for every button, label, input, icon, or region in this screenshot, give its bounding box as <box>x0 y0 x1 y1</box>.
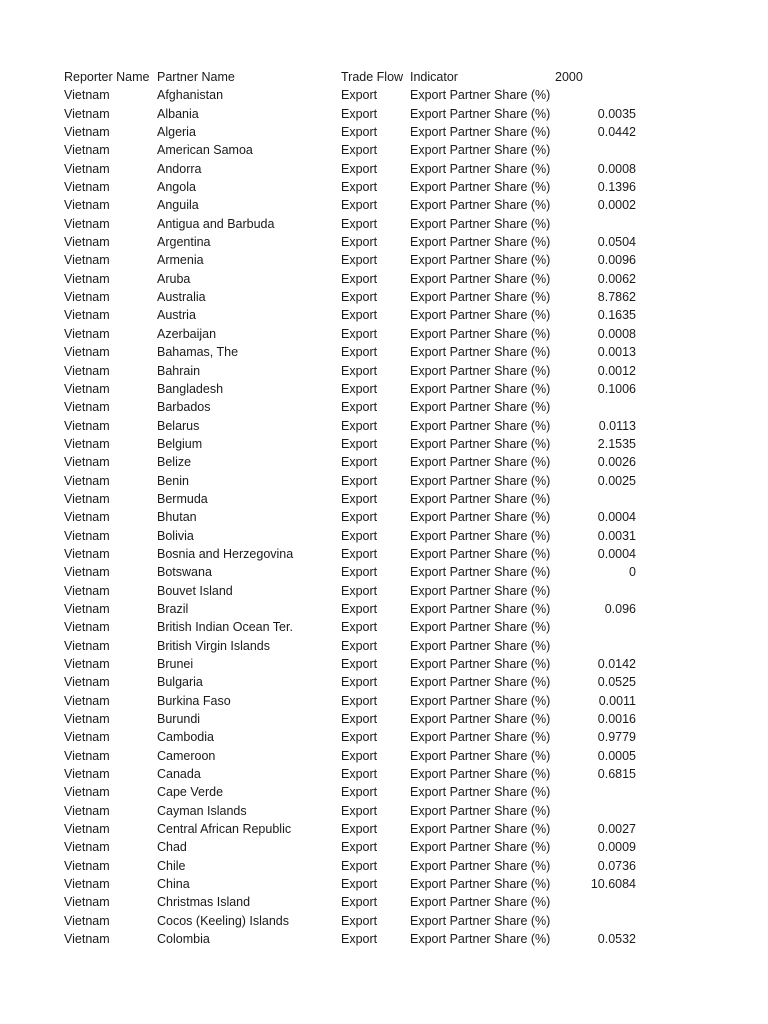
cell-reporter-name[interactable]: Vietnam <box>64 491 110 506</box>
cell-indicator[interactable]: Export Partner Share (%) <box>410 767 551 782</box>
cell-partner-name[interactable]: Bermuda <box>157 491 208 506</box>
table-row <box>64 783 704 801</box>
cell-trade-flow[interactable]: Export <box>341 601 378 616</box>
cell-reporter-name[interactable]: Vietnam <box>64 693 110 708</box>
table-row <box>64 912 704 930</box>
cell-value-2000[interactable]: 0.096 <box>604 601 636 616</box>
cell-value-2000[interactable]: 0.0062 <box>597 271 636 286</box>
cell-indicator[interactable]: Export Partner Share (%) <box>410 528 551 543</box>
cell-trade-flow[interactable]: Export <box>341 125 378 140</box>
cell-reporter-name[interactable]: Vietnam <box>64 583 110 598</box>
cell-partner-name[interactable]: China <box>157 877 190 892</box>
cell-trade-flow[interactable]: Export <box>341 528 378 543</box>
cell-indicator[interactable]: Export Partner Share (%) <box>410 418 551 433</box>
table-row <box>64 196 704 214</box>
cell-partner-name[interactable]: Belgium <box>157 436 203 451</box>
cell-partner-name[interactable]: British Indian Ocean Ter. <box>157 620 293 635</box>
cell-partner-name[interactable]: Andorra <box>157 161 202 176</box>
cell-partner-name[interactable]: Bulgaria <box>157 675 203 690</box>
cell-indicator[interactable]: Export Partner Share (%) <box>410 326 551 341</box>
cell-trade-flow[interactable]: Export <box>341 216 378 231</box>
cell-trade-flow[interactable]: Export <box>341 620 378 635</box>
cell-value-2000[interactable]: 0.0011 <box>598 693 636 708</box>
cell-partner-name[interactable]: Australia <box>157 290 206 305</box>
cell-reporter-name[interactable]: Vietnam <box>64 473 110 488</box>
cell-value-2000[interactable]: 0.0504 <box>597 235 636 250</box>
cell-partner-name[interactable]: Brunei <box>157 657 194 671</box>
table-row <box>64 86 704 104</box>
cell-trade-flow[interactable]: Export <box>341 198 378 213</box>
cell-trade-flow[interactable]: Export <box>341 455 378 470</box>
table-row <box>64 233 704 251</box>
cell-value-2000[interactable]: 0 <box>629 565 636 580</box>
header-reporter-name[interactable]: Reporter Name <box>64 70 150 84</box>
cell-reporter-name[interactable]: Vietnam <box>64 565 110 580</box>
table-row <box>64 673 704 691</box>
cell-reporter-name[interactable]: Vietnam <box>64 895 110 910</box>
cell-indicator[interactable]: Export Partner Share (%) <box>410 180 551 195</box>
table-row <box>64 728 704 746</box>
cell-partner-name[interactable]: Austria <box>157 308 196 323</box>
cell-partner-name[interactable]: Albania <box>157 106 199 121</box>
cell-trade-flow[interactable]: Export <box>341 803 378 818</box>
table-row <box>64 123 704 141</box>
cell-indicator[interactable]: Export Partner Share (%) <box>410 657 551 671</box>
cell-value-2000[interactable] <box>534 637 636 655</box>
cell-partner-name[interactable]: Botswana <box>157 565 212 580</box>
cell-trade-flow[interactable]: Export <box>341 88 378 103</box>
cell-partner-name[interactable]: British Virgin Islands <box>157 638 271 653</box>
table-row <box>64 215 704 233</box>
cell-reporter-name[interactable]: Vietnam <box>64 840 110 855</box>
cell-trade-flow[interactable]: Export <box>341 712 378 727</box>
cell-value-2000[interactable]: 0.0035 <box>597 106 636 121</box>
cell-value-2000[interactable]: 0.0012 <box>597 363 636 378</box>
cell-indicator[interactable]: Export Partner Share (%) <box>410 620 551 635</box>
table-row <box>64 343 704 361</box>
table-row <box>64 325 704 343</box>
cell-indicator[interactable]: Export Partner Share (%) <box>410 546 551 561</box>
cell-partner-name[interactable]: Brazil <box>157 601 189 616</box>
cell-reporter-name[interactable]: Vietnam <box>64 235 110 250</box>
cell-partner-name[interactable]: Algeria <box>157 125 196 140</box>
cell-value-2000[interactable]: 0.0004 <box>597 546 636 561</box>
cell-reporter-name[interactable]: Vietnam <box>64 308 110 323</box>
cell-indicator[interactable]: Export Partner Share (%) <box>410 125 551 140</box>
cell-value-2000[interactable] <box>534 141 636 159</box>
cell-trade-flow[interactable]: Export <box>341 546 378 561</box>
cell-indicator[interactable]: Export Partner Share (%) <box>410 565 551 580</box>
cell-indicator[interactable]: Export Partner Share (%) <box>410 400 551 415</box>
cell-value-2000[interactable]: 0.1635 <box>597 308 636 323</box>
table-row <box>64 306 704 324</box>
cell-partner-name[interactable]: Cameroon <box>157 748 216 763</box>
cell-indicator[interactable]: Export Partner Share (%) <box>410 638 551 653</box>
cell-trade-flow[interactable]: Export <box>341 840 378 855</box>
cell-indicator[interactable]: Export Partner Share (%) <box>410 290 551 305</box>
cell-partner-name[interactable]: Benin <box>157 473 189 488</box>
cell-trade-flow[interactable]: Export <box>341 767 378 782</box>
cell-partner-name[interactable]: Aruba <box>157 271 191 286</box>
cell-value-2000[interactable]: 2.1535 <box>597 436 636 451</box>
cell-reporter-name[interactable]: Vietnam <box>64 730 110 745</box>
cell-partner-name[interactable]: Bahrain <box>157 363 201 378</box>
cell-reporter-name[interactable]: Vietnam <box>64 822 110 837</box>
cell-value-2000[interactable] <box>534 86 636 104</box>
cell-value-2000[interactable]: 8.7862 <box>597 290 636 305</box>
cell-trade-flow[interactable]: Export <box>341 565 378 580</box>
cell-partner-name[interactable]: Bouvet Island <box>157 583 233 598</box>
cell-reporter-name[interactable]: Vietnam <box>64 400 110 415</box>
cell-trade-flow[interactable]: Export <box>341 400 378 415</box>
cell-indicator[interactable]: Export Partner Share (%) <box>410 381 551 396</box>
cell-indicator[interactable]: Export Partner Share (%) <box>410 271 551 286</box>
cell-trade-flow[interactable]: Export <box>341 748 378 763</box>
cell-value-2000[interactable] <box>534 215 636 233</box>
cell-reporter-name[interactable]: Vietnam <box>64 290 110 305</box>
cell-indicator[interactable]: Export Partner Share (%) <box>410 235 551 250</box>
cell-value-2000[interactable]: 0.0142 <box>597 657 636 671</box>
cell-partner-name[interactable]: Chile <box>157 858 186 873</box>
cell-value-2000[interactable]: 0.6815 <box>597 767 636 782</box>
cell-trade-flow[interactable]: Export <box>341 693 378 708</box>
table-row <box>64 178 704 196</box>
cell-indicator[interactable]: Export Partner Share (%) <box>410 583 551 598</box>
table-row <box>64 747 704 765</box>
cell-value-2000[interactable]: 0.0009 <box>597 840 636 855</box>
table-row <box>64 692 704 710</box>
table-row <box>64 637 704 655</box>
table-row <box>64 141 704 159</box>
cell-reporter-name[interactable]: Vietnam <box>64 620 110 635</box>
cell-trade-flow[interactable]: Export <box>341 381 378 396</box>
cell-trade-flow[interactable]: Export <box>341 822 378 837</box>
cell-indicator[interactable]: Export Partner Share (%) <box>410 730 551 745</box>
table-row <box>64 563 704 581</box>
cell-value-2000[interactable]: 0.0442 <box>597 125 636 140</box>
cell-trade-flow[interactable]: Export <box>341 932 378 947</box>
cell-partner-name[interactable]: Central African Republic <box>157 822 292 837</box>
cell-reporter-name[interactable]: Vietnam <box>64 913 110 928</box>
cell-trade-flow[interactable]: Export <box>341 638 378 653</box>
cell-value-2000[interactable]: 0.1396 <box>597 180 636 195</box>
cell-reporter-name[interactable]: Vietnam <box>64 180 110 195</box>
cell-trade-flow[interactable]: Export <box>341 730 378 745</box>
cell-value-2000[interactable]: 0.0525 <box>597 675 636 690</box>
cell-indicator[interactable]: Export Partner Share (%) <box>410 785 551 800</box>
cell-partner-name[interactable]: Cocos (Keeling) Islands <box>157 913 290 928</box>
cell-value-2000[interactable] <box>534 802 636 820</box>
cell-trade-flow[interactable]: Export <box>341 675 378 690</box>
cell-partner-name[interactable]: Burundi <box>157 712 201 727</box>
cell-partner-name[interactable]: Cambodia <box>157 730 214 745</box>
cell-indicator[interactable]: Export Partner Share (%) <box>410 106 551 121</box>
cell-partner-name[interactable]: Bangladesh <box>157 381 224 396</box>
cell-partner-name[interactable]: Anguila <box>157 198 199 213</box>
cell-reporter-name[interactable]: Vietnam <box>64 381 110 396</box>
cell-indicator[interactable]: Export Partner Share (%) <box>410 491 551 506</box>
cell-indicator[interactable]: Export Partner Share (%) <box>410 877 551 892</box>
table-row <box>64 600 704 618</box>
cell-partner-name[interactable]: Bhutan <box>157 510 197 525</box>
cell-indicator[interactable]: Export Partner Share (%) <box>410 803 551 818</box>
cell-reporter-name[interactable]: Vietnam <box>64 106 110 121</box>
cell-indicator[interactable]: Export Partner Share (%) <box>410 510 551 525</box>
cell-value-2000[interactable]: 10.6084 <box>590 877 636 892</box>
cell-reporter-name[interactable]: Vietnam <box>64 803 110 818</box>
cell-value-2000[interactable] <box>534 912 636 930</box>
cell-indicator[interactable]: Export Partner Share (%) <box>410 216 551 231</box>
table-row <box>64 930 704 948</box>
cell-value-2000[interactable] <box>534 893 636 911</box>
cell-trade-flow[interactable]: Export <box>341 235 378 250</box>
cell-value-2000[interactable] <box>534 490 636 508</box>
cell-reporter-name[interactable]: Vietnam <box>64 88 110 103</box>
cell-indicator[interactable]: Export Partner Share (%) <box>410 455 551 470</box>
table-row <box>64 655 704 673</box>
cell-trade-flow[interactable]: Export <box>341 785 378 800</box>
table-row <box>64 251 704 269</box>
cell-value-2000[interactable]: 0.0008 <box>597 161 636 176</box>
cell-value-2000[interactable] <box>534 398 636 416</box>
table-row <box>64 398 704 416</box>
cell-indicator[interactable]: Export Partner Share (%) <box>410 840 551 855</box>
cell-value-2000[interactable]: 0.0004 <box>597 510 636 525</box>
cell-indicator[interactable]: Export Partner Share (%) <box>410 858 551 873</box>
cell-indicator[interactable]: Export Partner Share (%) <box>410 675 551 690</box>
cell-partner-name[interactable]: Colombia <box>157 932 210 947</box>
cell-reporter-name[interactable]: Vietnam <box>64 253 110 268</box>
header-trade-flow[interactable]: Trade Flow <box>341 70 404 84</box>
cell-indicator[interactable]: Export Partner Share (%) <box>410 436 551 451</box>
cell-trade-flow[interactable]: Export <box>341 143 378 158</box>
cell-reporter-name[interactable]: Vietnam <box>64 638 110 653</box>
cell-reporter-name[interactable]: Vietnam <box>64 528 110 543</box>
cell-trade-flow[interactable]: Export <box>341 913 378 928</box>
table-row <box>64 893 704 911</box>
table-row <box>64 508 704 526</box>
cell-reporter-name[interactable]: Vietnam <box>64 418 110 433</box>
cell-trade-flow[interactable]: Export <box>341 657 378 671</box>
cell-indicator[interactable]: Export Partner Share (%) <box>410 308 551 323</box>
cell-trade-flow[interactable]: Export <box>341 877 378 892</box>
cell-partner-name[interactable]: Bolivia <box>157 528 194 543</box>
cell-partner-name[interactable]: Cape Verde <box>157 785 224 800</box>
table-row <box>64 838 704 856</box>
cell-value-2000[interactable]: 0.0016 <box>597 712 636 727</box>
cell-reporter-name[interactable]: Vietnam <box>64 271 110 286</box>
cell-trade-flow[interactable]: Export <box>341 271 378 286</box>
cell-indicator[interactable]: Export Partner Share (%) <box>410 198 551 213</box>
cell-value-2000[interactable]: 0.0096 <box>597 253 636 268</box>
cell-value-2000[interactable]: 0.0532 <box>597 932 636 947</box>
cell-indicator[interactable]: Export Partner Share (%) <box>410 345 551 360</box>
cell-partner-name[interactable]: Belarus <box>157 418 200 433</box>
table-row <box>64 417 704 435</box>
cell-indicator[interactable]: Export Partner Share (%) <box>410 932 551 947</box>
cell-partner-name[interactable]: Chad <box>157 840 187 855</box>
cell-reporter-name[interactable]: Vietnam <box>64 748 110 763</box>
table-row <box>64 710 704 728</box>
header-indicator[interactable]: Indicator <box>410 70 458 84</box>
cell-reporter-name[interactable]: Vietnam <box>64 198 110 213</box>
cell-value-2000[interactable]: 0.0025 <box>597 473 636 488</box>
cell-partner-name[interactable]: Cayman Islands <box>157 803 247 818</box>
cell-trade-flow[interactable]: Export <box>341 161 378 176</box>
cell-partner-name[interactable]: Antigua and Barbuda <box>157 216 275 231</box>
cell-value-2000[interactable] <box>534 582 636 600</box>
cell-indicator[interactable]: Export Partner Share (%) <box>410 253 551 268</box>
cell-reporter-name[interactable]: Vietnam <box>64 858 110 873</box>
cell-value-2000[interactable]: 0.0736 <box>597 858 636 873</box>
cell-indicator[interactable]: Export Partner Share (%) <box>410 748 551 763</box>
table-row <box>64 875 704 893</box>
cell-reporter-name[interactable]: Vietnam <box>64 785 110 800</box>
table-body <box>64 86 704 948</box>
cell-partner-name[interactable]: Angola <box>157 180 196 195</box>
table-row <box>64 380 704 398</box>
cell-value-2000[interactable] <box>534 618 636 636</box>
cell-reporter-name[interactable]: Vietnam <box>64 657 110 671</box>
cell-trade-flow[interactable]: Export <box>341 491 378 506</box>
cell-partner-name[interactable]: Belize <box>157 455 192 470</box>
cell-value-2000[interactable]: 0.0005 <box>597 748 636 763</box>
cell-partner-name[interactable]: Bahamas, The <box>157 345 239 360</box>
cell-reporter-name[interactable]: Vietnam <box>64 436 110 451</box>
cell-trade-flow[interactable]: Export <box>341 418 378 433</box>
cell-reporter-name[interactable]: Vietnam <box>64 932 110 947</box>
cell-indicator[interactable]: Export Partner Share (%) <box>410 693 551 708</box>
cell-reporter-name[interactable]: Vietnam <box>64 455 110 470</box>
cell-trade-flow[interactable]: Export <box>341 180 378 195</box>
cell-trade-flow[interactable]: Export <box>341 510 378 525</box>
cell-reporter-name[interactable]: Vietnam <box>64 675 110 690</box>
cell-trade-flow[interactable]: Export <box>341 436 378 451</box>
cell-indicator[interactable]: Export Partner Share (%) <box>410 913 551 928</box>
cell-value-2000[interactable]: 0.1006 <box>597 381 636 396</box>
table-row <box>64 362 704 380</box>
table-row <box>64 288 704 306</box>
cell-indicator[interactable]: Export Partner Share (%) <box>410 895 551 910</box>
cell-value-2000[interactable]: 0.0113 <box>598 418 636 433</box>
cell-indicator[interactable]: Export Partner Share (%) <box>410 363 551 378</box>
cell-partner-name[interactable]: Canada <box>157 767 201 782</box>
cell-value-2000[interactable]: 0.0008 <box>597 326 636 341</box>
table-row <box>64 453 704 471</box>
cell-indicator[interactable]: Export Partner Share (%) <box>410 822 551 837</box>
cell-reporter-name[interactable]: Vietnam <box>64 345 110 360</box>
header-row <box>64 68 704 86</box>
cell-trade-flow[interactable]: Export <box>341 308 378 323</box>
table-row <box>64 160 704 178</box>
cell-partner-name[interactable]: Christmas Island <box>157 895 251 910</box>
table-row <box>64 857 704 875</box>
header-year[interactable]: 2000 <box>555 70 583 84</box>
cell-reporter-name[interactable]: Vietnam <box>64 143 110 158</box>
cell-trade-flow[interactable]: Export <box>341 253 378 268</box>
cell-partner-name[interactable]: American Samoa <box>157 143 253 158</box>
cell-value-2000[interactable]: 0.0031 <box>597 528 636 543</box>
cell-partner-name[interactable]: Afghanistan <box>157 88 224 103</box>
cell-indicator[interactable]: Export Partner Share (%) <box>410 601 551 616</box>
table-row <box>64 582 704 600</box>
table-row <box>64 472 704 490</box>
cell-trade-flow[interactable]: Export <box>341 895 378 910</box>
cell-trade-flow[interactable]: Export <box>341 290 378 305</box>
cell-partner-name[interactable]: Armenia <box>157 253 204 268</box>
spreadsheet-table <box>64 68 704 949</box>
cell-reporter-name[interactable]: Vietnam <box>64 161 110 176</box>
table-row <box>64 490 704 508</box>
cell-value-2000[interactable]: 0.0013 <box>597 345 636 360</box>
cell-value-2000[interactable]: 0.0027 <box>597 822 636 837</box>
cell-trade-flow[interactable]: Export <box>341 106 378 121</box>
table-row <box>64 820 704 838</box>
cell-value-2000[interactable]: 0.9779 <box>597 730 636 745</box>
cell-reporter-name[interactable]: Vietnam <box>64 363 110 378</box>
cell-value-2000[interactable] <box>534 783 636 801</box>
cell-indicator[interactable]: Export Partner Share (%) <box>410 712 551 727</box>
cell-value-2000[interactable]: 0.0026 <box>597 455 636 470</box>
cell-reporter-name[interactable]: Vietnam <box>64 216 110 231</box>
header-partner-name[interactable]: Partner Name <box>157 70 235 84</box>
table-row <box>64 527 704 545</box>
cell-partner-name[interactable]: Burkina Faso <box>157 693 231 708</box>
table-row <box>64 435 704 453</box>
cell-reporter-name[interactable]: Vietnam <box>64 601 110 616</box>
cell-trade-flow[interactable]: Export <box>341 473 378 488</box>
table-row <box>64 270 704 288</box>
cell-reporter-name[interactable]: Vietnam <box>64 712 110 727</box>
table-row <box>64 802 704 820</box>
table-row <box>64 618 704 636</box>
cell-trade-flow[interactable]: Export <box>341 363 378 378</box>
cell-trade-flow[interactable]: Export <box>341 583 378 598</box>
cell-trade-flow[interactable]: Export <box>341 858 378 873</box>
cell-reporter-name[interactable]: Vietnam <box>64 326 110 341</box>
cell-reporter-name[interactable]: Vietnam <box>64 877 110 892</box>
cell-partner-name[interactable]: Azerbaijan <box>157 326 217 341</box>
cell-partner-name[interactable]: Argentina <box>157 235 211 250</box>
cell-indicator[interactable]: Export Partner Share (%) <box>410 143 551 158</box>
cell-trade-flow[interactable]: Export <box>341 345 378 360</box>
cell-reporter-name[interactable]: Vietnam <box>64 546 110 561</box>
cell-reporter-name[interactable]: Vietnam <box>64 510 110 525</box>
cell-reporter-name[interactable]: Vietnam <box>64 125 110 140</box>
cell-trade-flow[interactable]: Export <box>341 326 378 341</box>
cell-indicator[interactable]: Export Partner Share (%) <box>410 161 551 176</box>
cell-reporter-name[interactable]: Vietnam <box>64 767 110 782</box>
table-row <box>64 105 704 123</box>
table-row <box>64 545 704 563</box>
cell-value-2000[interactable]: 0.0002 <box>597 198 636 213</box>
cell-partner-name[interactable]: Bosnia and Herzegovina <box>157 546 294 561</box>
cell-indicator[interactable]: Export Partner Share (%) <box>410 88 551 103</box>
cell-indicator[interactable]: Export Partner Share (%) <box>410 473 551 488</box>
cell-partner-name[interactable]: Barbados <box>157 400 211 415</box>
table-row <box>64 765 704 783</box>
